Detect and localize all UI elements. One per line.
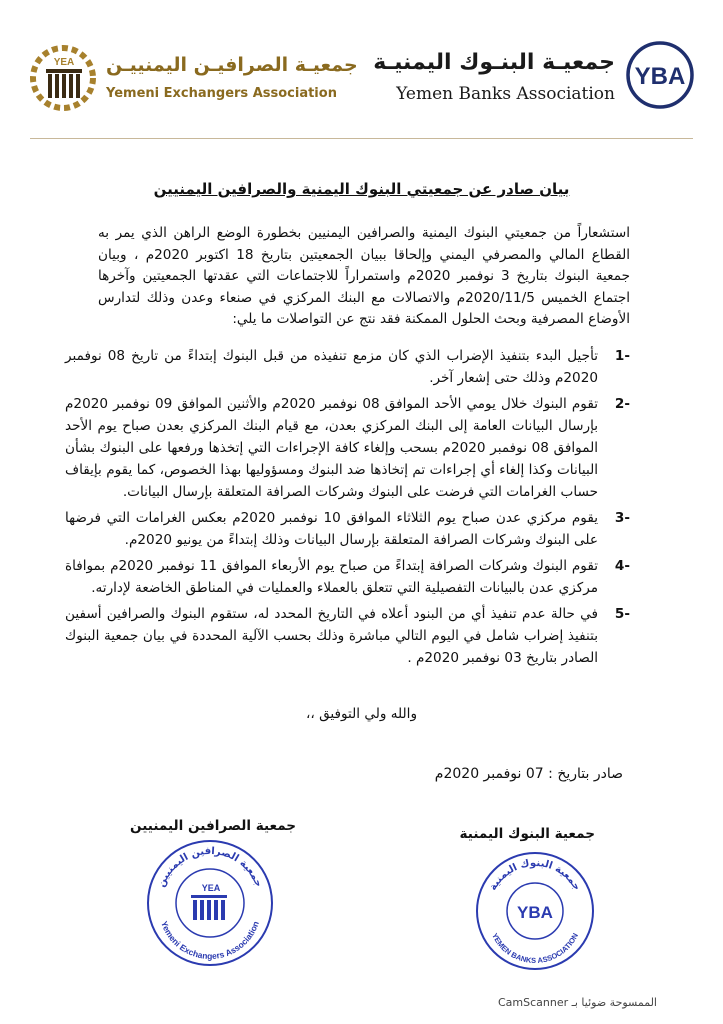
statement-title: بيان صادر عن جمعيتي البنوك اليمنية والصرافين اليمنيين [153, 180, 570, 198]
yba-stamp-english: YEMEN BANKS ASSOCIATION [490, 931, 580, 966]
yba-stamp [474, 850, 596, 972]
item-text: في حالة عدم تنفيذ أي من البنود أعلاه في التاريخ المحدد له، ستقوم البنوك والصرافين أسفين بتنفيذ إضراب شامل في اليوم التالي مباشرة وذلك بحسب الآلية المحددة في بيان جمعية البنوك الصادر بتاريخ 03 نوفمبر 2020م . [65, 606, 598, 666]
yba-stamp-center-text: YBA [517, 903, 553, 922]
item-text: تقوم البنوك وشركات الصرافة إبتداءً من صباح يوم الأربعاء الموافق 11 نوفمبر 2020م بموافاة مركزي عدن بالبيانات التفصيلية التي تتعلق بالعملاء والعمليات في المناطق الخاضعة لإدارته. [65, 558, 598, 596]
header-divider [30, 138, 693, 139]
yba-logo [625, 40, 695, 110]
statement-items [65, 345, 630, 673]
list-item [65, 393, 630, 503]
item-number: -5 [614, 606, 630, 622]
yea-header [28, 40, 358, 115]
item-text: يقوم مركزي عدن صباح يوم الثلاثاء الموافق 10 نوفمبر 2020م بعكس الغرامات التي فرضها على البنوك وشركات الصرافة المتعلقة بإرسال البيانات وذلك إبتداءً من يونيو 2020م. [65, 510, 598, 548]
list-item [65, 507, 630, 551]
statement-intro: استشعاراً من جمعيتي البنوك اليمنية والصرافين اليمنيين بخطورة الوضع الراهن الذي يمر به القطاع المالي والمصرفي اليمني وإلحاقا ببيان الجمعيتين بتاريخ 18 اكتوبر 2020م ، وبيان جمعية البنوك بتاريخ 3 نوفمبر 2020م واستمراراً للاجتماعات التي عقدتها الجمعيتين وآخرها اجتماع الخميس 2020/11/5م والاتصالات مع البنك المركزي في صنعاء وعدن وذلك لتدارس الأوضاع المصرفية وبحث الحلول الممكنة فقد نتج عن التواصلات ما يلي: [98, 225, 630, 327]
item-number: -1 [614, 348, 630, 364]
list-item [65, 345, 630, 389]
yea-stamp-arabic: جمعية الصرافين اليمنيين [155, 845, 265, 889]
yea-name-arabic: جمعيـة الصرافيـن اليمنييـن [106, 54, 358, 76]
item-number: -3 [614, 510, 630, 526]
item-text: تأجيل البدء بتنفيذ الإضراب الذي كان مزمع تنفيذه من قبل البنوك إبتداءً من تاريخ 08 نوفمبر 2020م وذلك حتى إشعار آخر. [65, 348, 598, 386]
yba-name-english: Yemen Banks Association [396, 84, 615, 104]
yea-stamp-emblem [191, 883, 227, 920]
yea-logo-text: YEA [53, 57, 75, 68]
yea-stamp-english: Yemeni Exchangers Association [159, 919, 261, 962]
yea-logo [28, 40, 98, 115]
item-number: -4 [614, 558, 630, 574]
item-text: تقوم البنوك خلال يومي الأحد الموافق 08 نوفمبر 2020م والأثنين الموافق 09 نوفمبر 2020م بإرسال البيانات العامة إلى البنك المركزي بعدن، مع قيام البنك المركزي بعدن صباح يوم الأحد الموافق 08 نوفمبر 2020م بسحب وإلغاء كافة الإجراءات التي إتخذها ورفعها على البنوك بشأن البيانات وكذا إلغاء أي إجراءات تم إتخاذها ضد البنوك ومسؤوليها بهذا الخصوص، كما يقوم بإيقاف حساب الغرامات التي فرضت على البنوك وشركات الصرافة المتعلقة بإرسال البيانات. [65, 396, 598, 500]
issue-date: صادر بتاريخ : 07 نوفمبر 2020م [434, 766, 623, 782]
closing-phrase: والله ولي التوفيق ،، [305, 706, 418, 722]
yba-stamp-arabic: جمعية البنوك اليمنية [487, 857, 583, 893]
yba-signature-label: جمعية البنوك اليمنية [459, 826, 595, 842]
yba-header [375, 40, 695, 115]
yea-name-english: Yemeni Exchangers Association [106, 86, 337, 101]
yea-signature-label: جمعية الصرافين اليمنيين [130, 818, 297, 834]
item-number: -2 [614, 396, 630, 412]
scanner-watermark: الممسوحة ضوئيا بـ CamScanner [497, 996, 657, 1009]
list-item [65, 603, 630, 669]
yba-name-arabic: جمعيـة البنـوك اليمنيـة [373, 50, 615, 75]
list-item [65, 555, 630, 599]
yea-stamp-logo-text: YEA [201, 883, 221, 893]
yba-logo-text: YBA [634, 63, 686, 90]
yea-stamp [145, 838, 275, 968]
